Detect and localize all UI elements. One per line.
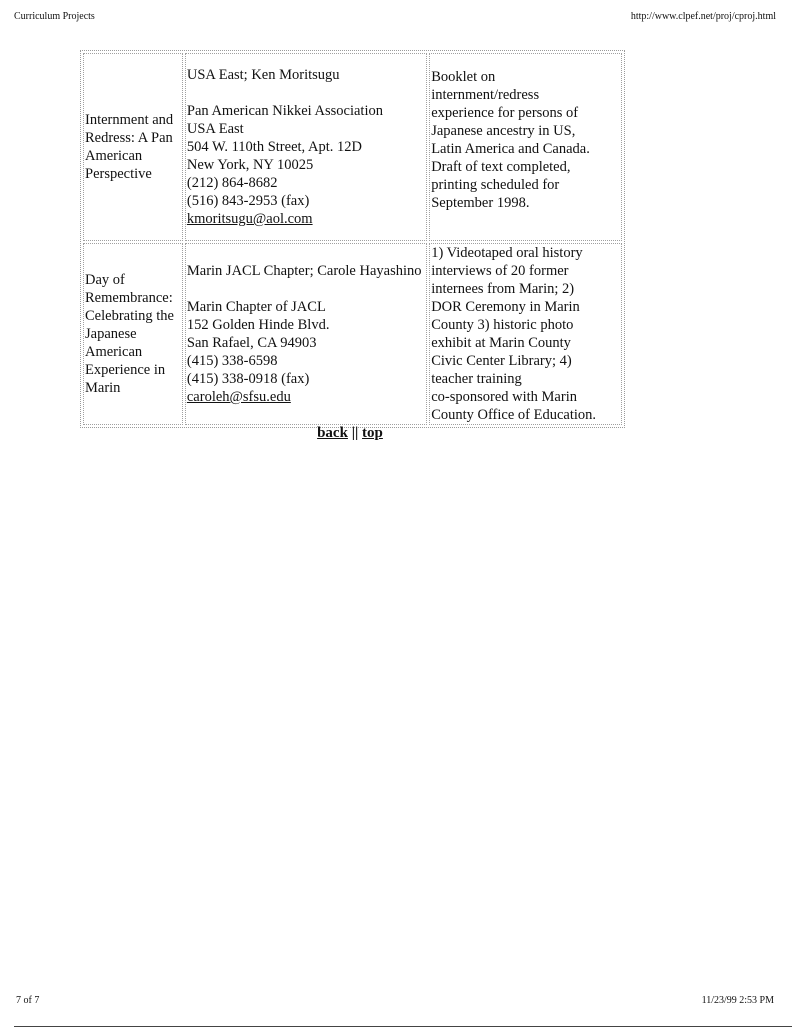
phone-number: (415) 338-6598 xyxy=(186,353,278,369)
contact-head: Marin JACL Chapter; Carole Hayashino xyxy=(186,263,422,279)
project-title-line: Remembrance: xyxy=(85,290,173,306)
description-line: printing scheduled for xyxy=(431,177,560,193)
table-row xyxy=(83,53,622,241)
back-link[interactable]: back xyxy=(317,425,348,441)
project-title-line: Experience in xyxy=(85,362,166,378)
description-line: experience for persons of xyxy=(431,105,579,121)
fax-number: (415) 338-0918 (fax) xyxy=(186,371,310,387)
organization-name: Marin Chapter of JACL xyxy=(186,299,326,315)
address-line: 152 Golden Hinde Blvd. xyxy=(186,317,330,333)
description-line: 1) Videotaped oral history xyxy=(431,245,583,261)
description-line: exhibit at Marin County xyxy=(431,335,571,351)
organization-name: Pan American Nikkei Association xyxy=(186,103,383,119)
description-line: September 1998. xyxy=(431,195,530,211)
description-line: Booklet on xyxy=(431,69,496,85)
page-header-url: http://www.clpef.net/proj/cproj.html xyxy=(630,11,776,22)
page-number: 7 of 7 xyxy=(16,995,40,1006)
top-link[interactable]: top xyxy=(362,425,383,441)
project-title-cell xyxy=(83,53,183,241)
email-link[interactable]: caroleh@sfsu.edu xyxy=(186,389,291,405)
description-line: Japanese ancestry in US, xyxy=(431,123,576,139)
description-line: teacher training xyxy=(431,371,522,387)
email-link[interactable]: kmoritsugu@aol.com xyxy=(186,211,313,227)
project-title-line: Day of xyxy=(85,272,125,288)
description-line: co-sponsored with Marin xyxy=(431,389,577,405)
projects-table xyxy=(80,50,625,428)
project-title-line: Internment and xyxy=(85,112,174,128)
description-line: Draft of text completed, xyxy=(431,159,571,175)
project-title-line: Redress: A Pan xyxy=(85,130,173,146)
description-line: internees from Marin; 2) xyxy=(431,281,575,297)
description-line: internment/redress xyxy=(431,87,540,103)
description-line: interviews of 20 former xyxy=(431,263,569,279)
project-title-line: Japanese xyxy=(85,326,137,342)
description-line: DOR Ceremony in Marin xyxy=(431,299,580,315)
project-title-line: American xyxy=(85,344,143,360)
fax-number: (516) 843-2953 (fax) xyxy=(186,193,310,209)
description-line: County 3) historic photo xyxy=(431,317,574,333)
page-navigation xyxy=(0,425,700,442)
page-header-title: Curriculum Projects xyxy=(14,11,95,22)
address-line: 504 W. 110th Street, Apt. 12D xyxy=(186,139,362,155)
footer-divider xyxy=(14,1026,792,1027)
description-cell xyxy=(429,243,622,425)
description-line: County Office of Education. xyxy=(431,407,597,423)
address-line: San Rafael, CA 94903 xyxy=(186,335,317,351)
phone-number: (212) 864-8682 xyxy=(186,175,278,191)
description-line: Civic Center Library; 4) xyxy=(431,353,572,369)
project-title-line: Marin xyxy=(85,380,121,396)
project-title-line: Celebrating the xyxy=(85,308,174,324)
contact-head: USA East; Ken Moritsugu xyxy=(186,67,340,83)
contact-cell xyxy=(185,53,427,241)
print-datetime: 11/23/99 2:53 PM xyxy=(701,995,774,1006)
table-row xyxy=(83,243,622,425)
project-title-line: American xyxy=(85,148,143,164)
address-line: USA East xyxy=(186,121,244,137)
contact-cell xyxy=(185,243,427,425)
description-cell xyxy=(429,53,622,241)
address-line: New York, NY 10025 xyxy=(186,157,314,173)
project-title-cell xyxy=(83,243,183,425)
project-title-line: Perspective xyxy=(85,166,152,182)
description-line: Latin America and Canada. xyxy=(431,141,590,157)
nav-separator: || xyxy=(351,425,359,441)
